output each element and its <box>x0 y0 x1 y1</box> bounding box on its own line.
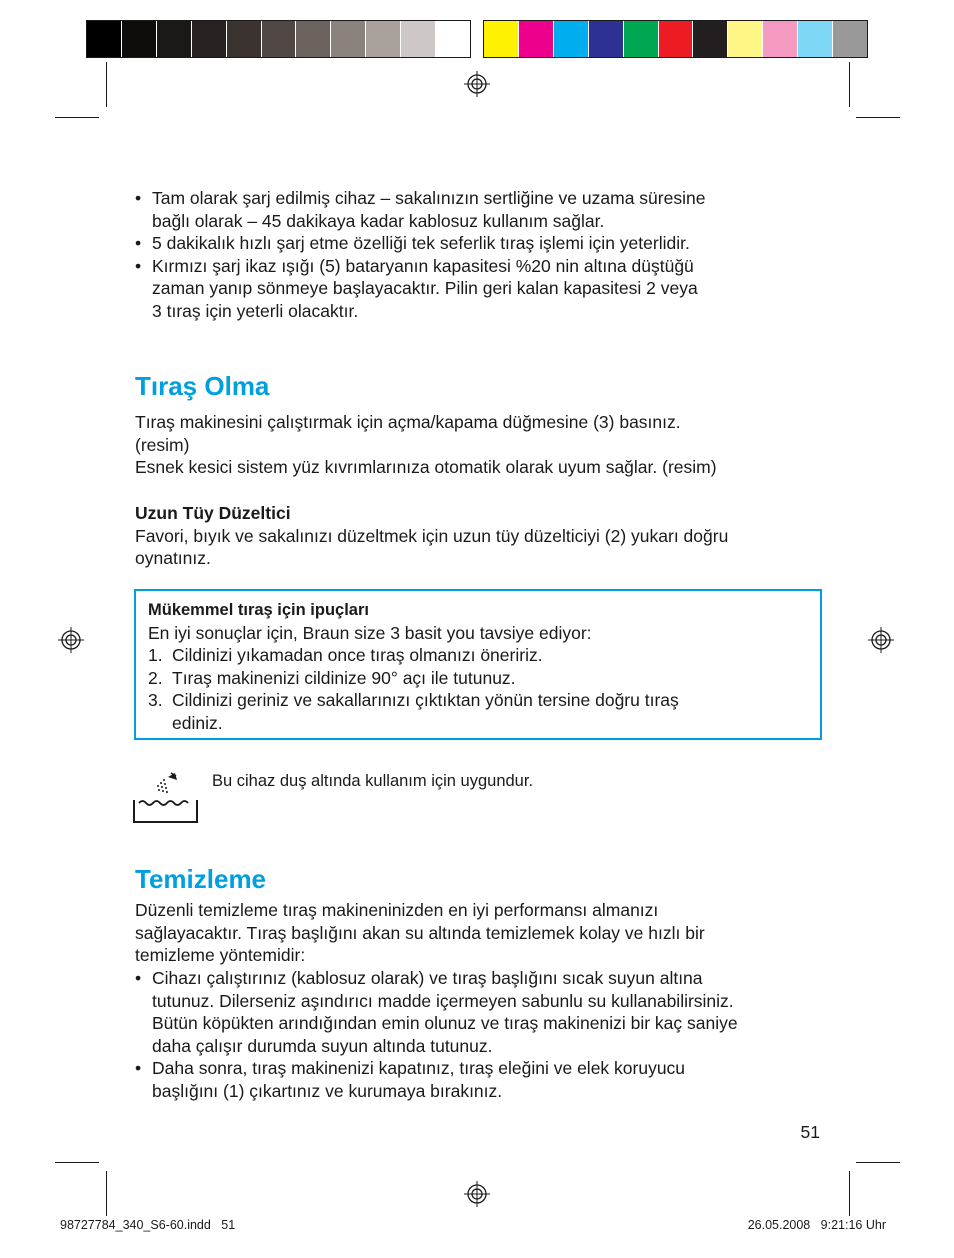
registration-mark-icon <box>464 71 490 97</box>
color-swatch <box>331 21 366 57</box>
tips-box <box>134 589 822 740</box>
list-item <box>148 667 808 690</box>
color-swatch <box>227 21 262 57</box>
color-swatch <box>798 21 833 57</box>
color-swatch <box>659 21 694 57</box>
trimmer-subsection <box>135 502 825 570</box>
tips-numbered-list <box>148 644 808 734</box>
crop-mark-top-left-h <box>55 117 99 118</box>
color-swatch <box>157 21 192 57</box>
text-line: Cildinizi yıkamadan once tıraş olmanızı öneririz. <box>172 645 543 665</box>
text-line: 5 dakikalık hızlı şarj etme özelliği tek seferlik tıraş işlemi için yeterlidir. <box>152 233 690 253</box>
color-swatch <box>589 21 624 57</box>
shower-note: Bu cihaz duş altında kullanım için uygundur. <box>212 772 534 790</box>
list-item <box>148 689 808 734</box>
text-line: Bütün köpükten arındığından emin olunuz ve tıraş makinenizi bir kaç saniye <box>152 1013 738 1033</box>
text-line: daha çalışır durumda suyun altında tutunuz. <box>152 1035 493 1056</box>
crop-mark-bottom-left-h <box>55 1162 99 1163</box>
cleaning-bullet-list <box>135 967 835 1102</box>
color-swatch <box>87 21 122 57</box>
list-number: 3. <box>148 690 163 710</box>
color-swatch <box>833 21 867 57</box>
list-item <box>148 644 808 667</box>
text-line: 3 tıraş için yeterli olacaktır. <box>152 300 359 321</box>
color-swatch <box>728 21 763 57</box>
section-heading-cleaning: Temizleme <box>135 864 267 894</box>
intro-bullet-list <box>135 187 825 322</box>
text-line: sağlayacaktır. Tıraş başlığını akan su altında temizlemek kolay ve hızlı bir <box>135 922 705 943</box>
text-line: ediniz. <box>172 712 223 733</box>
text-line: Kırmızı şarj ikaz ışığı (5) bataryanın kapasitesi %20 nin altına düştüğü <box>152 255 694 276</box>
crop-mark-bottom-right-v <box>849 1171 850 1216</box>
text-line: Düzenli temizleme tıraş makineninizden en iyi performansı almanızı <box>135 900 659 920</box>
tips-intro: En iyi sonuçlar için, Braun size 3 basit you tavsiye ediyor: <box>148 622 592 643</box>
section-heading-shaving: Tıraş Olma <box>135 371 270 401</box>
list-item <box>135 1057 835 1102</box>
color-swatch <box>763 21 798 57</box>
process-color-bar <box>483 20 868 58</box>
text-line: Cildinizi geriniz ve sakallarınızı çıktıktan yönün tersine doğru tıraş <box>172 690 679 710</box>
list-number: 2. <box>148 667 163 688</box>
list-item <box>135 967 835 1057</box>
text-line: bağlı olarak – 45 dakikaya kadar kablosuz kullanım sağlar. <box>152 210 605 231</box>
text-line: Favori, bıyık ve sakalınızı düzeltmek için uzun tüy düzelticiyi (2) yukarı doğru <box>135 525 729 546</box>
cleaning-intro <box>135 899 825 967</box>
color-swatch <box>693 21 728 57</box>
footer-file-slug: 98727784_340_S6-60.indd 51 <box>60 1218 236 1232</box>
text-line: Cihazı çalıştırınız (kablosuz olarak) ve tıraş başlığını sıcak suyun altına <box>152 968 703 988</box>
text-line: (resim) <box>135 434 190 455</box>
registration-mark-icon <box>58 627 84 653</box>
color-swatch <box>401 21 436 57</box>
color-swatch <box>366 21 401 57</box>
text-line: tutunuz. Dilerseniz aşındırıcı madde içermeyen sabunlu su kullanabilirsiniz. <box>152 990 734 1011</box>
crop-mark-top-right-h <box>856 117 900 118</box>
crop-mark-bottom-left-v <box>106 1171 107 1216</box>
crop-mark-top-left-v <box>106 62 107 107</box>
color-swatch <box>484 21 519 57</box>
color-swatch <box>262 21 297 57</box>
list-item <box>135 232 825 255</box>
color-swatch <box>296 21 331 57</box>
list-item <box>135 187 825 232</box>
page-number: 51 <box>800 1122 820 1142</box>
text-line: oynatınız. <box>135 548 211 568</box>
shower-bath-icon <box>131 770 201 826</box>
tips-title: Mükemmel tıraş için ipuçları <box>148 601 369 619</box>
list-number: 1. <box>148 645 163 665</box>
crop-mark-bottom-right-h <box>856 1162 900 1163</box>
registration-mark-icon <box>464 1181 490 1207</box>
text-line: başlığını (1) çıkartınız ve kurumaya bırakınız. <box>152 1080 503 1101</box>
color-swatch <box>122 21 157 57</box>
shaving-paragraph <box>135 411 825 479</box>
grayscale-color-bar <box>86 20 471 58</box>
text-line: Esnek kesici sistem yüz kıvrımlarınıza otomatik olarak uyum sağlar. (resim) <box>135 457 717 477</box>
text-line: Tıraş makinesini çalıştırmak için açma/kapama düğmesine (3) basınız. <box>135 412 681 432</box>
crop-mark-top-right-v <box>849 62 850 107</box>
registration-mark-icon <box>868 627 894 653</box>
text-line: Daha sonra, tıraş makinenizi kapatınız, tıraş eleğini ve elek koruyucu <box>152 1058 686 1078</box>
text-line: temizleme yöntemidir: <box>135 945 306 965</box>
text-line: zaman yanıp sönmeye başlayacaktır. Pilin geri kalan kapasitesi 2 veya <box>152 278 698 298</box>
subsection-title: Uzun Tüy Düzeltici <box>135 503 291 523</box>
color-swatch <box>436 21 470 57</box>
list-item <box>135 255 825 323</box>
color-swatch <box>554 21 589 57</box>
color-swatch <box>624 21 659 57</box>
text-line: Tıraş makinenizi cildinize 90° açı ile tutunuz. <box>172 667 516 688</box>
footer-timestamp: 26.05.2008 9:21:16 Uhr <box>747 1218 886 1232</box>
text-line: Tam olarak şarj edilmiş cihaz – sakalınızın sertliğine ve uzama süresine <box>152 188 706 208</box>
color-swatch <box>192 21 227 57</box>
color-swatch <box>519 21 554 57</box>
